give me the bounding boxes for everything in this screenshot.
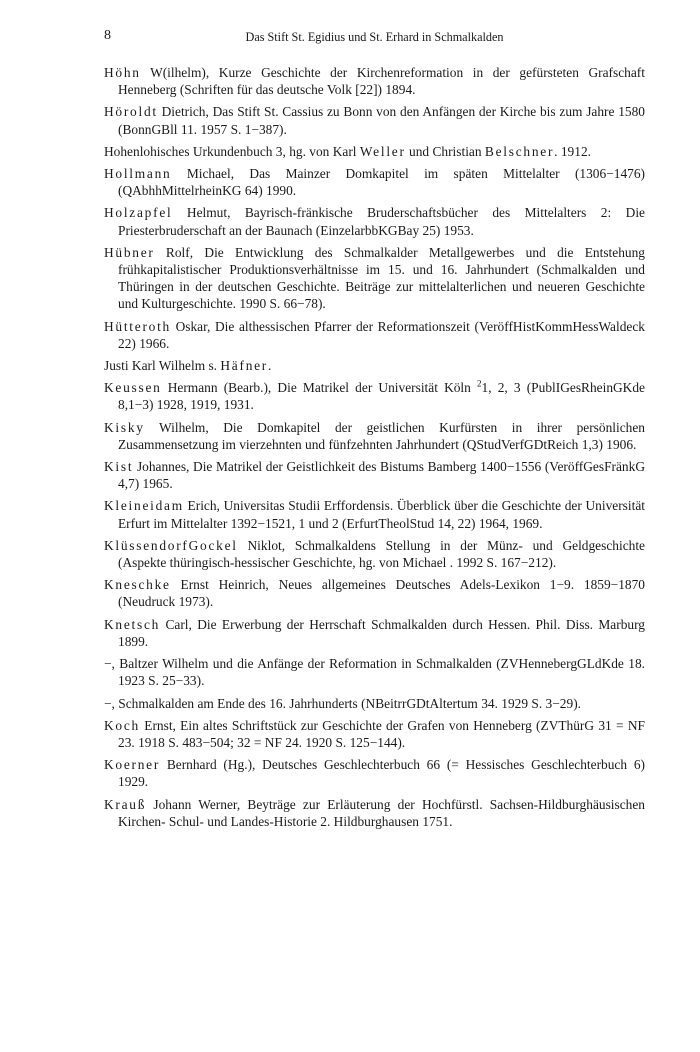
bibliography-entry xyxy=(104,419,645,453)
entry-author: Kneschke xyxy=(104,577,171,593)
entry-text: Bernhard (Hg.), Deutsches Geschlechterbuch 66 (= Hessisches Geschlechterbuch 6) 1929. xyxy=(118,757,645,790)
entry-author: Koerner xyxy=(104,757,161,773)
entry-text: Ernst Heinrich, Neues allgemeines Deutsches Adels-Lexikon 1−9. 1859−1870 (Neudruck 1973). xyxy=(118,577,645,610)
bibliography-entry xyxy=(104,318,645,352)
bibliography-entry xyxy=(104,458,645,492)
entry-author: Klüssendorf xyxy=(104,537,189,553)
entry-text: Justi Karl Wilhelm s. xyxy=(104,358,221,374)
bibliography-entry xyxy=(104,616,645,650)
entry-author: Weller xyxy=(359,143,406,159)
bibliography-entry xyxy=(104,695,645,712)
entry-text: Carl, Die Erwerbung der Herrschaft Schmalkalden durch Hessen. Phil. Diss. Marburg 1899. xyxy=(118,616,645,649)
bibliography-entry xyxy=(104,244,645,313)
entry-author: Kist xyxy=(104,459,134,475)
entry-author: Häfner xyxy=(220,358,269,374)
entry-text: . xyxy=(268,358,272,374)
entry-text: . 1992 S. 167−212). xyxy=(449,555,557,571)
entry-text: Johann Werner, Beyträge zur Erläuterung der Hochfürstl. Sachsen-Hildburghäusischen Kirchen- Schul- und Landes-Historie 2. Hildburghausen 1751. xyxy=(118,796,645,829)
entry-author: Höhn xyxy=(104,65,141,80)
bibliography-entry xyxy=(104,165,645,199)
entry-text: Hermann (Bearb.), Die Matrikel der Universität Köln xyxy=(161,380,477,396)
entry-text: Dietrich, Das Stift St. Cassius zu Bonn von den Anfängen der Kirche bis zum Jahre 1580 (BonnGBll 11. 1957 S. 1−387). xyxy=(118,104,645,137)
bibliography-entry xyxy=(104,796,645,830)
entry-author: Krauß xyxy=(104,796,147,812)
entry-text: . 1912. xyxy=(554,143,591,159)
bibliography-page xyxy=(104,28,645,835)
bibliography-entry xyxy=(104,379,645,413)
entry-text: Hohenlohisches Urkundenbuch 3, hg. von Karl xyxy=(104,143,360,159)
entry-author: Knetsch xyxy=(104,616,161,632)
entry-author: Kisky xyxy=(104,419,145,435)
entry-text: Rolf, Die Entwicklung des Schmalkalder Metallgewerbes und die Entstehung frühkapitalistischer Produktionsverhältnisse im 15. und 16. Jahrhundert (Schmalkalden und Thüringen in der deutschen Geschichte. Beiträge zur mittelalterlichen und neueren Geschichte und Kulturgeschichte. 1990 S. 66−78). xyxy=(118,244,645,312)
entry-superscript: 2 xyxy=(477,378,482,389)
entry-text: und Christian xyxy=(405,143,485,159)
entry-text: Erich, Universitas Studii Erffordensis. Überblick über die Geschichte der Universität Erfurt im Mittelalter 1392−1521, 1 und 2 (ErfurtTheolStud 14, 22) 1964, 1969. xyxy=(118,498,645,531)
entry-author: Hütteroth xyxy=(104,318,171,334)
entry-text: Oskar, Die althessischen Pfarrer der Reformationszeit (VeröffHistKommHessWaldeck 22) 1966. xyxy=(118,318,645,351)
bibliography-entry xyxy=(104,655,645,689)
bibliography-entry xyxy=(104,497,645,531)
entry-text: −, Baltzer Wilhelm und die Anfänge der Reformation in Schmalkalden (ZVHennebergGLdKde 18. 1923 S. 25−33). xyxy=(104,656,645,689)
entry-author: Koch xyxy=(104,717,140,733)
entry-author: Keussen xyxy=(104,380,162,396)
page-number: 8 xyxy=(104,28,111,43)
entry-text: Niklot, Schmalkaldens Stellung in der Münz- und Geldgeschichte (Aspekte thüringisch-hessischer Geschichte, hg. von Michael xyxy=(118,537,645,571)
entry-author: Höroldt xyxy=(104,104,158,120)
entry-author: Hollmann xyxy=(104,166,172,182)
entry-author: Kleineidam xyxy=(104,498,184,514)
entry-text: Helmut, Bayrisch-fränkische Bruderschaftsbücher des Mittelalters 2: Die Priesterbruderschaft an der Baunach (EinzelarbbKGBay 25) 1953. xyxy=(118,205,645,238)
page-header xyxy=(104,28,645,50)
entry-author: Gockel xyxy=(188,537,238,553)
entry-text: Michael, Das Mainzer Domkapitel im späten Mittelalter (1306−1476) (QAbhhMittelrheinKG 64) 1990. xyxy=(118,166,645,199)
entry-text: Johannes, Die Matrikel der Geistlichkeit des Bistums Bamberg 1400−1556 (VeröffGesFränkG 4,7) 1965. xyxy=(118,459,645,492)
bibliography-entry xyxy=(104,717,645,751)
running-title: Das Stift St. Egidius und St. Erhard in Schmalkalden xyxy=(245,30,504,44)
bibliography-entry xyxy=(104,756,645,790)
bibliography-entry xyxy=(104,576,645,610)
entry-text: −, Schmalkalden am Ende des 16. Jahrhunderts (NBeitrrGDtAltertum 34. 1929 S. 3−29). xyxy=(104,695,581,711)
entry-author: Holzapfel xyxy=(104,205,173,221)
entry-text: W(ilhelm), Kurze Geschichte der Kirchenreformation in der gefürsteten Grafschaft Henneberg (Schriften für das deutsche Volk [22]) 1894. xyxy=(118,65,645,98)
entry-text: Wilhelm, Die Domkapitel der geistlichen Kurfürsten in ihrer persönlichen Zusammensetzung im vierzehnten und fünfzehnten Jahrhundert (QStudVerfGDtReich 1,3) 1906. xyxy=(118,419,645,452)
bibliography-entry xyxy=(104,103,645,137)
entry-author: Belschner xyxy=(484,143,555,159)
bibliography-list xyxy=(104,64,645,830)
bibliography-entry xyxy=(104,357,645,374)
bibliography-entry xyxy=(104,204,645,238)
bibliography-entry xyxy=(104,64,645,98)
bibliography-entry xyxy=(104,143,645,160)
entry-author: Hübner xyxy=(104,244,155,260)
entry-text: Ernst, Ein altes Schriftstück zur Geschichte der Grafen von Henneberg (ZVThürG 31 = NF 23. 1918 S. 483−504; 32 = NF 24. 1920 S. 125−144). xyxy=(118,717,645,750)
bibliography-entry xyxy=(104,537,645,571)
entry-text: 1, 2, 3 (PublIGesRheinGKde 8,1−3) 1928, 1919, 1931. xyxy=(118,380,645,413)
